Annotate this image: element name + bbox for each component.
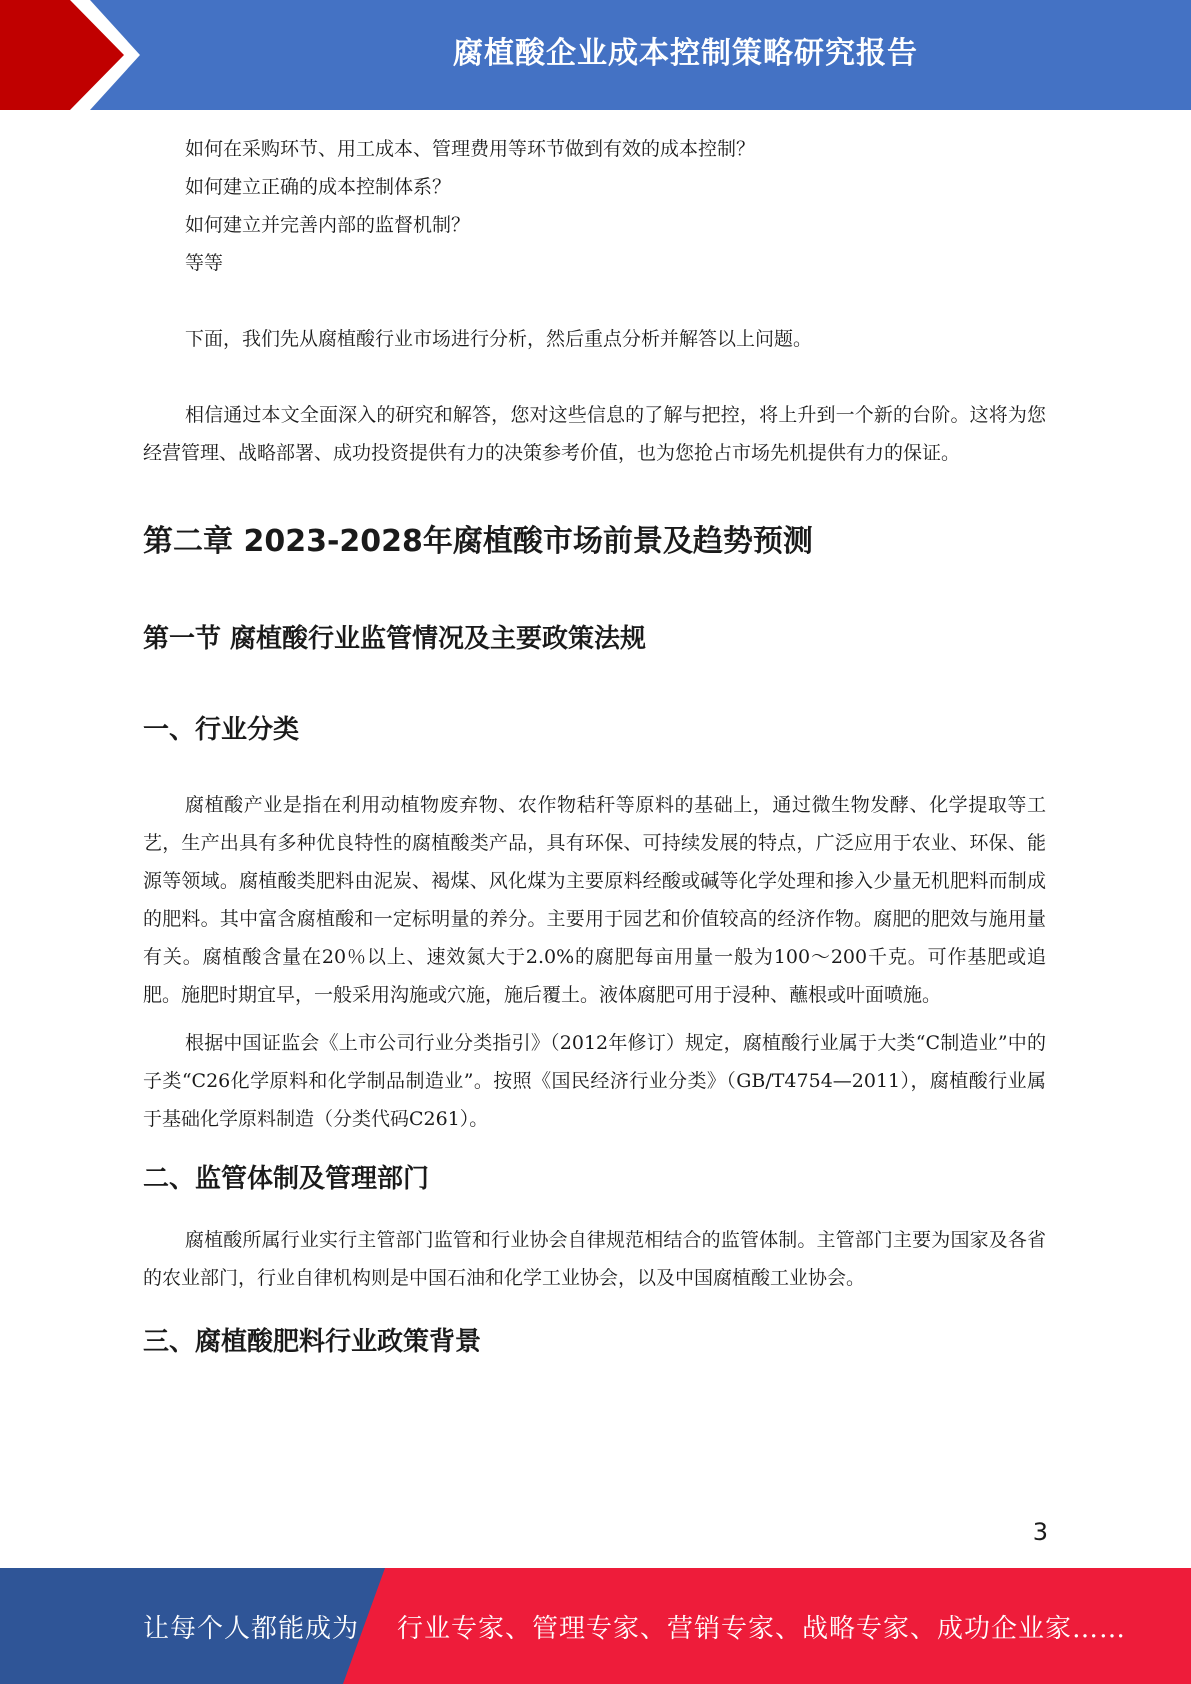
- header-arrow-decoration: [0, 0, 160, 110]
- page-header: [0, 0, 1191, 110]
- subsection-title: 三、腐植酸肥料行业政策背景: [143, 1327, 482, 1357]
- chapter-title: 第二章 2023-2028年腐植酸市场前景及趋势预测: [143, 524, 813, 559]
- intro-question: 如何建立正确的成本控制体系？: [185, 176, 452, 198]
- intro-question: 等等: [185, 252, 224, 274]
- footer-slogan-right: 行业专家、管理专家、营销专家、战略专家、成功企业家……: [397, 1614, 1127, 1644]
- intro-paragraph: 下面，我们先从腐植酸行业市场进行分析，然后重点分析并解答以上问题。: [185, 328, 813, 350]
- page-number: 3: [1032, 1518, 1048, 1546]
- footer-slogan-left: 让每个人都能成为: [143, 1614, 360, 1644]
- body-paragraph: 根据中国证监会《上市公司行业分类指引》（2012年修订）规定，腐植酸行业属于大类“C制造业”中的子类“C26化学原料和化学制品制造业”。按照《国民经济行业分类》（GB/T4754—2011），腐植酸行业属于基础化学原料制造（分类代码C261）。: [143, 1032, 1046, 1130]
- intro-question: 如何建立并完善内部的监督机制？: [185, 214, 471, 236]
- subsection-title: 一、行业分类: [143, 715, 300, 745]
- body-paragraph: 腐植酸产业是指在利用动植物废弃物、农作物秸秆等原料的基础上，通过微生物发酵、化学提取等工艺，生产出具有多种优良特性的腐植酸类产品，具有环保、可持续发展的特点，广泛应用于农业、环保、能源等领域。腐植酸类肥料由泥炭、褐煤、风化煤为主要原料经酸或碱等化学处理和掺入少量无机肥料而制成的肥料。其中富含腐植酸和一定标明量的养分。主要用于园艺和价值较高的经济作物。腐肥的肥效与施用量有关。腐植酸含量在20％以上、速效氮大于2.0%的腐肥每亩用量一般为100～200千克。可作基肥或追肥。施肥时期宜早，一般采用沟施或穴施，施后覆土。液体腐肥可用于浸种、蘸根或叶面喷施。: [143, 794, 1046, 1006]
- page-footer: [0, 1568, 1191, 1684]
- intro-question: 如何在采购环节、用工成本、管理费用等环节做到有效的成本控制？: [185, 138, 756, 160]
- subsection-title: 二、监管体制及管理部门: [143, 1164, 430, 1194]
- document-body: [143, 130, 1046, 1358]
- body-paragraph: 腐植酸所属行业实行主管部门监管和行业协会自律规范相结合的监管体制。主管部门主要为国家及各省的农业部门，行业自律机构则是中国石油和化学工业协会，以及中国腐植酸工业协会。: [143, 1229, 1046, 1289]
- intro-paragraph: 相信通过本文全面深入的研究和解答，您对这些信息的了解与把控，将上升到一个新的台阶。这将为您经营管理、战略部署、成功投资提供有力的决策参考价值，也为您抢占市场先机提供有力的保证。: [143, 404, 1046, 464]
- report-title: 腐植酸企业成本控制策略研究报告: [453, 36, 918, 71]
- section-title: 第一节 腐植酸行业监管情况及主要政策法规: [143, 624, 647, 654]
